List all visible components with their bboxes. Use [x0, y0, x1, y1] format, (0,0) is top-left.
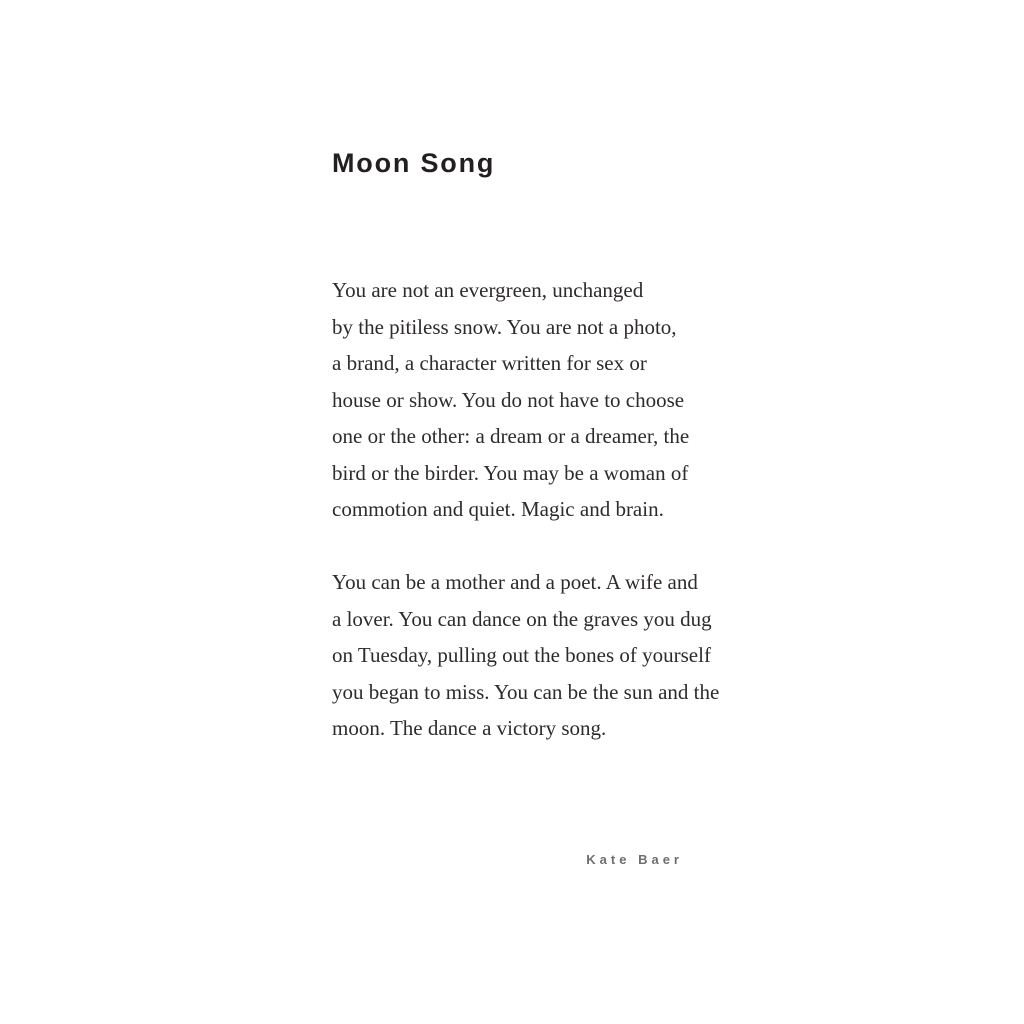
stanza-2	[332, 564, 720, 747]
poem-line: house or show. You do not have to choose	[332, 387, 685, 412]
poem-body	[332, 272, 720, 747]
poem-line: you began to miss. You can be the sun and the	[332, 679, 720, 704]
poem-line: by the pitiless snow. You are not a photo,	[332, 314, 677, 339]
stanza-1	[332, 272, 712, 528]
poem-title: Moon Song	[332, 148, 496, 178]
poem-line: a brand, a character written for sex or	[332, 351, 647, 375]
poem-line: commotion and quiet. Magic and brain.	[332, 497, 664, 521]
poem-line: on Tuesday, pulling out the bones of yourself	[332, 643, 711, 667]
poem-line: You can be a mother and a poet. A wife and	[332, 570, 698, 594]
poem-line: bird or the birder. You may be a woman of	[332, 460, 689, 485]
poem-line: You are not an evergreen, unchanged	[332, 278, 644, 302]
poem-line: moon. The dance a victory song.	[332, 716, 607, 740]
poem-author: Kate Baer	[586, 852, 683, 867]
poem-line: a lover. You can dance on the graves you dug	[332, 606, 712, 631]
poem-line: one or the other: a dream or a dreamer, the	[332, 424, 690, 448]
